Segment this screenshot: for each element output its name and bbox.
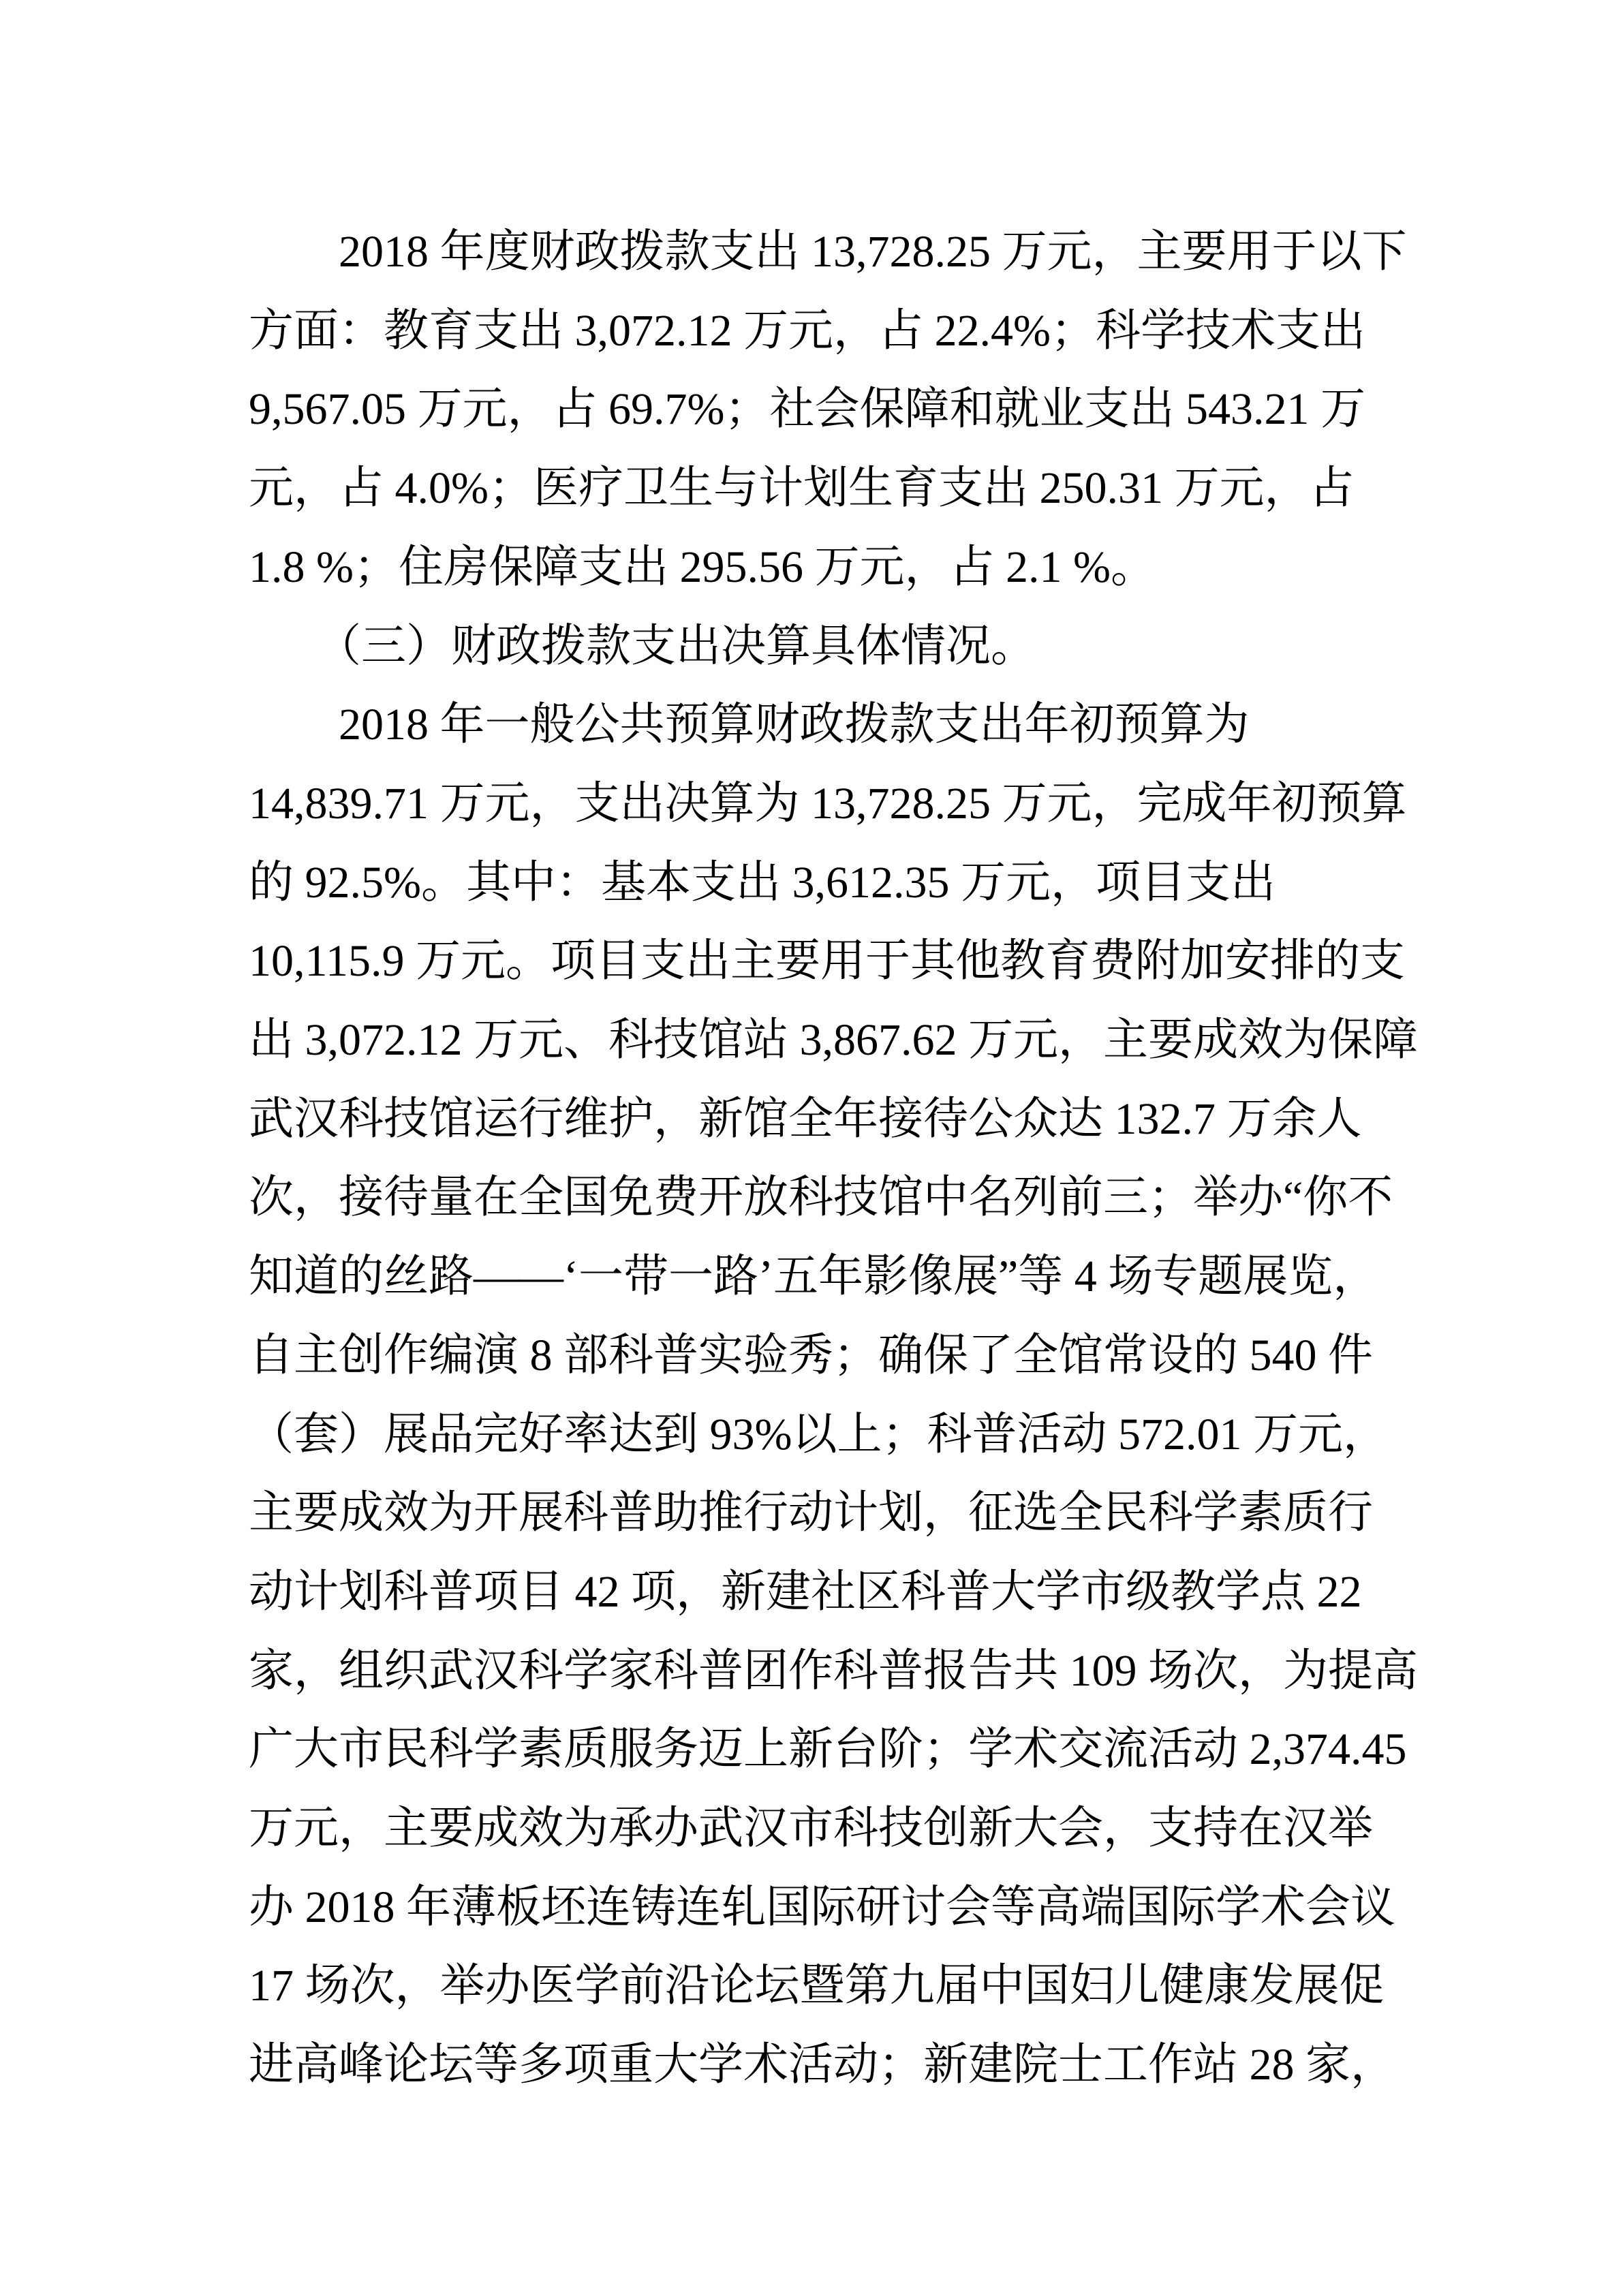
text-line: （三）财政拨款支出决算具体情况。	[249, 621, 1036, 671]
text-line: 广大市民科学素质服务迈上新台阶；学术交流活动 2,374.45	[249, 1724, 1407, 1775]
text-line: 主要成效为开展科普助推行动计划，征选全民科学素质行	[249, 1488, 1373, 1538]
text-line: 家，组织武汉科学家科普团作科普报告共 109 场次，为提高	[249, 1645, 1418, 1696]
document-body	[249, 213, 1418, 2105]
text-line: 2018 年度财政拨款支出 13,728.25 万元，主要用于以下	[249, 227, 1407, 277]
text-line: （套）展品完好率达到 93%以上；科普活动 572.01 万元，	[249, 1409, 1388, 1459]
text-line: 方面：教育支出 3,072.12 万元，占 22.4%；科学技术支出	[249, 305, 1365, 356]
paragraph	[249, 685, 1418, 2105]
paragraph	[249, 607, 1393, 686]
text-line: 的 92.5%。其中：基本支出 3,612.35 万元，项目支出	[249, 857, 1276, 907]
text-line: 元，占 4.0%；医疗卫生与计划生育支出 250.31 万元，占	[249, 463, 1355, 514]
text-line: 进高峰论坛等多项重大学术活动；新建院士工作站 28 家，	[249, 2040, 1395, 2090]
paragraph	[249, 213, 1407, 607]
text-line: 武汉科技馆运行维护，新馆全年接待公众达 132.7 万余人	[249, 1093, 1362, 1144]
text-line: 14,839.71 万元，支出决算为 13,728.25 万元，完成年初预算	[249, 778, 1407, 828]
text-line: 17 场次，举办医学前沿论坛暨第九届中国妇儿健康发展促	[249, 1961, 1385, 2011]
text-line: 万元，主要成效为承办武汉市科技创新大会，支持在汉举	[249, 1803, 1373, 1854]
text-line: 出 3,072.12 万元、科技馆站 3,867.62 万元，主要成效为保障	[249, 1015, 1418, 1066]
text-line: 2018 年一般公共预算财政拨款支出年初预算为	[249, 700, 1250, 750]
text-line: 次，接待量在全国免费开放科技馆中名列前三；举办“你不	[249, 1173, 1393, 1223]
text-line: 动计划科普项目 42 项，新建社区科普大学市级教学点 22	[249, 1566, 1362, 1617]
text-line: 知道的丝路——‘一带一路’五年影像展”等 4 场专题展览，	[249, 1252, 1378, 1302]
text-line: 1.8 %；住房保障支出 295.56 万元，占 2.1 %。	[249, 542, 1156, 592]
text-line: 9,567.05 万元，占 69.7%；社会保障和就业支出 543.21 万	[249, 384, 1365, 435]
text-line: 办 2018 年薄板坯连铸连轧国际研讨会等高端国际学术会议	[249, 1882, 1395, 1932]
text-line: 10,115.9 万元。项目支出主要用于其他教育费附加安排的支	[249, 936, 1406, 987]
text-line: 自主创作编演 8 部科普实验秀；确保了全馆常设的 540 件	[249, 1330, 1373, 1380]
